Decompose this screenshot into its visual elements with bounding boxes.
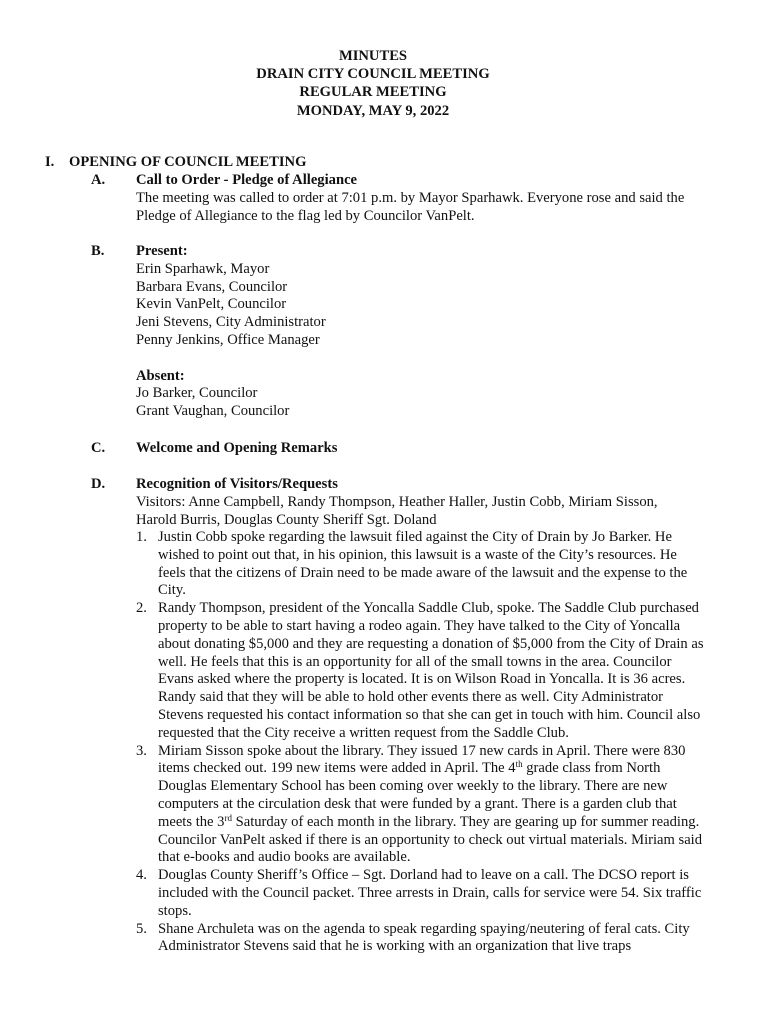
list-item — [136, 867, 706, 920]
list-item — [136, 921, 706, 957]
item-letter: B. — [91, 243, 105, 259]
list-number: 4. — [136, 867, 147, 884]
document-header — [0, 47, 746, 120]
item-visitors — [91, 476, 711, 529]
header-council-name: DRAIN CITY COUNCIL MEETING — [256, 66, 490, 83]
list-text: Justin Cobb spoke regarding the lawsuit filed against the City of Drain by Jo Barker. He wished to point out that, in his opinion, this lawsuit is a waste of the City’s resources. He feels that the citizens of Drain need to be made aware of the lawsuit and the expense to the City. — [158, 529, 688, 599]
list-number: 3. — [136, 742, 147, 759]
header-minutes: MINUTES — [338, 48, 408, 64]
list-item — [136, 600, 706, 742]
item-letter: A. — [91, 172, 106, 188]
visitors-text: Visitors: Anne Campbell, Randy Thompson, Heather Haller, Justin Cobb, Miriam Sisson, Harold Burris, Douglas County Sheriff Sgt. Doland — [136, 493, 658, 528]
list-number: 5. — [136, 920, 147, 937]
list-text-part: Saturday of each month in the library. They are gearing up for summer reading. Councilor VanPelt asked if there is an opportunity to check out virtual materials. Miriam said that e-books and audio books are available. — [158, 813, 703, 866]
attendee: Kevin VanPelt, Councilor — [136, 296, 287, 313]
absent-heading: Absent: — [136, 367, 185, 384]
item-heading: Recognition of Visitors/Requests — [136, 476, 338, 492]
section-number: I. — [45, 154, 55, 170]
ordinal-suffix: rd — [224, 812, 232, 823]
list-text: Douglas County Sheriff’s Office – Sgt. Dorland had to leave on a call. The DCSO report is included with the Council packet. Three arrests in Drain, calls for service were 54. Six traffic stops. — [158, 867, 702, 919]
item-heading: Welcome and Opening Remarks — [136, 440, 338, 456]
list-text: Shane Archuleta was on the agenda to speak regarding spaying/neutering of feral cats. City Administrator Stevens said that he is working with an organization that live traps — [158, 920, 690, 955]
header-date: MONDAY, MAY 9, 2022 — [296, 102, 450, 119]
section-heading — [45, 154, 306, 172]
list-text-part: grade class from North Douglas Elementary School has been coming over weekly to the library. There are new computers at the circulation desk that were funded by a grant. There is a garden club that meets the 3 — [158, 760, 677, 830]
item-call-to-order — [91, 172, 711, 225]
list-text: Randy Thompson, president of the Yoncalla Saddle Club, spoke. The Saddle Club purchased property to be able to start having a rodeo again. They have talked to the City of Yoncalla about donating $5,000 and they are requesting a donation of $5,000 from the City of Drain as well. He feels that this is an opportunity for all of the small towns in the area. Councilor Evans asked where the property is located. It is on Wilson Road in Yoncalla. It is 36 acres. Randy said that they will be able to hold other events there as well. City Administrator Stevens requested his contact information so that she can get in touch with him. Council also requested that the City receive a written request from the Saddle Club. — [158, 600, 704, 741]
item-present — [91, 243, 711, 421]
list-number: 1. — [136, 529, 147, 545]
header-meeting-type: REGULAR MEETING — [299, 84, 447, 101]
item-welcome — [91, 440, 711, 458]
list-number: 2. — [136, 600, 147, 617]
attendee: Jeni Stevens, City Administrator — [136, 314, 326, 331]
attendee: Barbara Evans, Councilor — [136, 278, 288, 295]
requests-list — [136, 529, 706, 956]
item-text: The meeting was called to order at 7:01 p.m. by Mayor Sparhawk. Everyone rose and said the Pledge of Allegiance to the flag led by Councilor VanPelt. — [136, 189, 685, 224]
list-text-part: Miriam Sisson spoke about the library. They issued 17 new cards in April. There were 830 items checked out. 199 new items were added in April. The 4 — [158, 742, 686, 777]
attendee: Penny Jenkins, Office Manager — [136, 331, 320, 348]
attendee: Erin Sparhawk, Mayor — [136, 260, 270, 277]
absentee: Grant Vaughan, Councilor — [136, 403, 290, 420]
item-heading: Call to Order - Pledge of Allegiance — [136, 172, 358, 188]
section-title: OPENING OF COUNCIL MEETING — [69, 154, 307, 170]
ordinal-suffix: th — [515, 759, 523, 770]
item-letter: C. — [91, 440, 106, 456]
item-letter: D. — [91, 476, 106, 492]
present-heading: Present: — [136, 243, 188, 259]
list-item — [136, 529, 706, 600]
list-item — [136, 743, 706, 868]
absentee: Jo Barker, Councilor — [136, 385, 258, 402]
